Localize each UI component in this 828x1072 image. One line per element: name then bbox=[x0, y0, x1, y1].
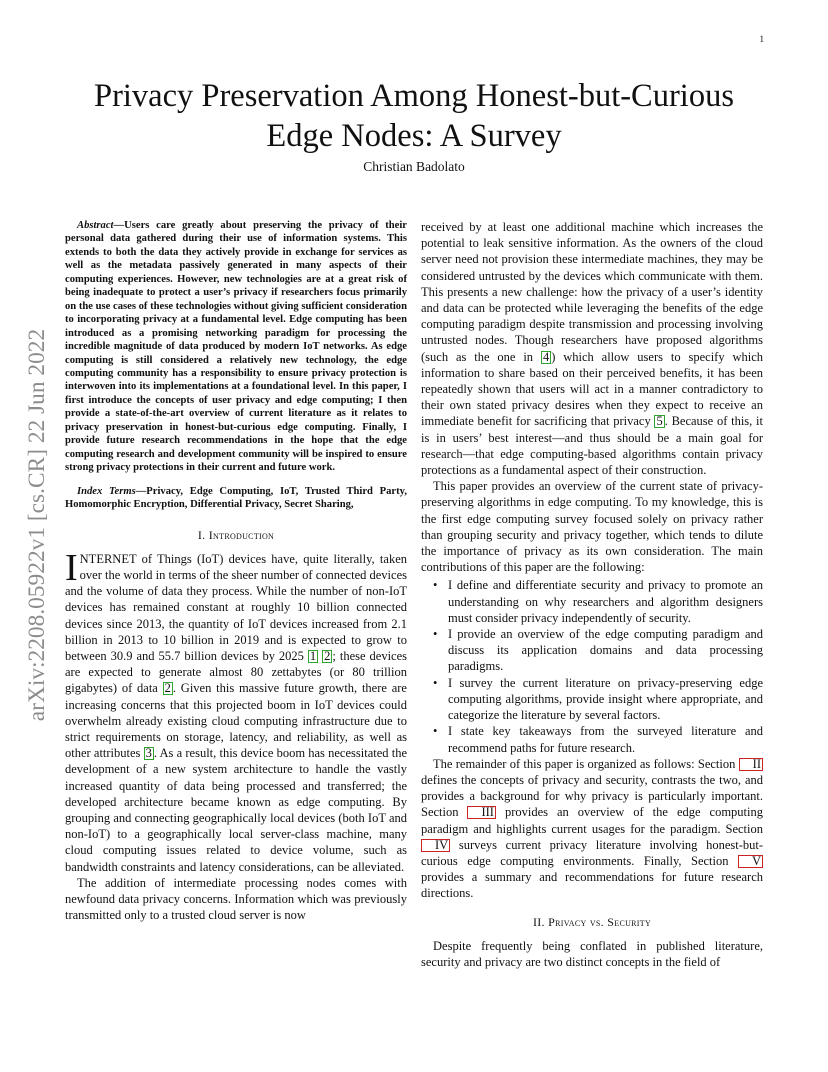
section2-paragraph-1: Despite frequently being conflated in published literature, security and privacy are two distinct concepts in the field of bbox=[421, 938, 763, 969]
section-link[interactable]: III bbox=[467, 806, 496, 819]
author-name: Christian Badolato bbox=[363, 159, 465, 174]
list-item: • I provide an overview of the edge computing paradigm and discuss its application domains and data processing paradigms. bbox=[448, 626, 763, 675]
section-link[interactable]: V bbox=[738, 855, 763, 868]
intro-text: ) which allow users to specify which information to share based on their perceived benefits, it has been repeatedly shown that users will act in a manner contradictory to their own stated privacy desires when they expect to receive an immediate benefit for sacrificing that privacy bbox=[421, 349, 764, 429]
arxiv-stamp bbox=[20, 290, 54, 760]
index-terms: Index Terms—Privacy, Edge Computing, IoT, Trusted Third Party, Homomorphic Encryption, Differential Privacy, Secret Sharing, bbox=[65, 485, 407, 511]
citation-link[interactable]: 4 bbox=[542, 349, 550, 364]
intro-text: The remainder of this paper is organized as follows: Section bbox=[433, 756, 739, 771]
paper-title: Privacy Preservation Among Honest-but-Curious Edge Nodes: A Survey bbox=[94, 78, 734, 154]
intro-text: NTERNET of Things (IoT) devices have, quite literally, taken over the world in terms of the sheer number of connected devices and the volume of data they process. While the number of non-IoT devices has remained constant at roughly 10 billion connected devices since 2013, the quantity of IoT devices increased from 2.1 billion in 2013 to 10 billion in 2019 and is expected to grow to between 30.9 and 55.7 billion devices by 2025 bbox=[65, 551, 407, 663]
intro-text: surveys current privacy literature involving honest-but-curious edge computing environments. Finally, Section bbox=[421, 837, 763, 868]
section-heading-introduction: I. Introduction bbox=[197, 527, 275, 542]
intro-paragraph-4 bbox=[421, 756, 763, 902]
abstract: Abstract—Users care greatly about preserving the privacy of their personal data gathered during their use of information systems. This extends to both the data they actively provide in exchange for services as well as the metadata passively generated in many aspects of their computing experiences. However, new technologies are at a great risk of being inadequate to protect a user’s privacy if researchers focus primarily on the use cases of these technologies without giving sufficient consideration to incorporating privacy at a fundamental level. Edge computing has been introduced as a promising networking paradigm for processing the incredible magnitude of data produced by modern IoT networks. As edge computing is still considered a relatively new technology, the edge computing community has a responsibility to ensure privacy protection is interwoven into its implementations at a foundational level. In this paper, I first introduce the concepts of user privacy and edge computing; I then provide a state-of-the-art overview of current literature as it relates to privacy preservation in honest-but-curious edge computing. Finally, I provide future research recommendations in the hope that the edge computing research and development community will be inspired to ensure strong privacy protections in their current and future work. bbox=[65, 220, 407, 474]
citation-link[interactable]: 1 bbox=[309, 648, 317, 663]
list-item: • I state key takeaways from the surveyed literature and recommend paths for future research. bbox=[448, 723, 763, 755]
section-link[interactable]: IV bbox=[421, 839, 450, 852]
intro-text: . As a result, this device boom has necessitated the development of a new system architecture to handle the vastly increased quantity of data being processed and transferred; the developed architecture became known as edge computing. By grouping and connecting geographically local devices (both IoT and non-IoT) to a geographically local server-class machine, many cloud computing issues related to device volume, such as bandwidth constraints and latency considerations, can be alleviated. bbox=[65, 746, 407, 874]
section-link[interactable]: II bbox=[739, 758, 763, 771]
drop-cap: I bbox=[65, 546, 78, 589]
intro-text: provides an overview of the edge computing paradigm and highlights current usages for the paradigm. Section bbox=[421, 805, 763, 836]
intro-paragraph-2: The addition of intermediate processing nodes comes with newfound data privacy concerns. Information which was previously transmitted only to a trusted cloud server is now bbox=[65, 875, 407, 923]
left-column bbox=[65, 219, 407, 923]
page-number: 1 bbox=[759, 34, 764, 44]
intro-text: provides a summary and recommendations for future research directions. bbox=[421, 870, 763, 901]
intro-paragraph-2-continued bbox=[421, 219, 763, 478]
citation-link[interactable]: 2 bbox=[164, 681, 171, 696]
index-terms-label: Index Terms bbox=[77, 485, 136, 497]
list-item: • I survey the current literature on privacy-preserving edge computing algorithms, provide insight where appropriate, and categorize the literature by several factors. bbox=[448, 675, 763, 724]
intro-text: defines the concepts of privacy and security, contrasts the two, and provides a background for why privacy is particularly important. Section bbox=[421, 772, 763, 820]
abstract-text: Users care greatly about preserving the privacy of their personal data gathered during their use of information systems. This extends to both the data they actively provide in exchange for services as well as the metadata passively generated in many aspects of their computing experiences. However, new technologies are at a great risk of being inadequate to protect a user’s privacy if researchers focus primarily on the use cases of these technologies without giving sufficient consideration to incorporating privacy at a fundamental level. Edge computing has been introduced as a promising networking paradigm for processing the incredible magnitude of data produced by modern IoT networks. As edge computing is still considered a relatively new technology, the edge computing community has a responsibility to ensure privacy protection is interwoven into its implementations at a foundational level. In this paper, I first introduce the concepts of user privacy and edge computing; I then provide a state-of-the-art overview of current literature as it relates to privacy preservation in honest-but-curious edge computing. Finally, I provide future research recommendations in the hope that the edge computing research and development community will be inspired to ensure strong privacy protections in their current and future work. bbox=[65, 220, 407, 474]
citation-link[interactable]: 3 bbox=[145, 746, 152, 761]
right-column bbox=[421, 219, 763, 970]
intro-text: ; these devices are expected to generate almost 80 zettabytes (or 80 trillion gigabytes) of data bbox=[65, 648, 408, 696]
intro-paragraph-3: This paper provides an overview of the current state of privacy-preserving algorithms in edge computing. To my knowledge, this is the first edge computing survey focused solely on privacy rather than grouping security and privacy together, which tends to dilute the importance of privacy as its own consideration. The main contributions of this paper are the following: bbox=[421, 479, 763, 575]
arxiv-stamp-text: arXiv:2208.05922v1 [cs.CR] 22 Jun 2022 bbox=[24, 328, 50, 722]
intro-text: . Given this massive future growth, there are increasing concerns that this projected boom in IoT devices could overwhelm already existing cloud computing infrastructure due to strict requirements on storage, latency, and reliability, as well as other attributes bbox=[65, 681, 407, 761]
abstract-label: Abstract bbox=[77, 220, 114, 231]
index-terms-text: Privacy, Edge Computing, IoT, Trusted Third Party, Homomorphic Encryption, Differential Privacy, Secret Sharing, bbox=[65, 485, 407, 511]
citation-link[interactable]: 5 bbox=[656, 414, 663, 429]
intro-text: . Because of this, it is in users’ best interest—and thus should be a main goal for research—that edge computing-based algorithms contain privacy protections as a fundamental aspect of their construction. bbox=[421, 414, 763, 478]
intro-text: received by at least one additional machine which increases the potential to leak sensitive information. As the owners of the cloud server need not provision these intermediate machines, they may be considered untrusted by the devices which communicate with them. This presents a new challenge: how the privacy of a user’s identity and data can be protected while leveraging the benefits of the edge computing paradigm despite transmission and processing involving untrusted nodes. Though researchers have proposed algorithms (such as the one in bbox=[421, 220, 763, 364]
list-item: • I define and differentiate security and privacy to promote an understanding on why researchers and algorithm designers must consider privacy independently of security. bbox=[448, 577, 763, 626]
section-heading-privacy-vs-security: II. Privacy vs. Security bbox=[532, 914, 652, 929]
intro-paragraph-1 bbox=[65, 546, 408, 875]
contributions-list bbox=[421, 577, 763, 755]
citation-link[interactable]: 2 bbox=[324, 648, 331, 663]
